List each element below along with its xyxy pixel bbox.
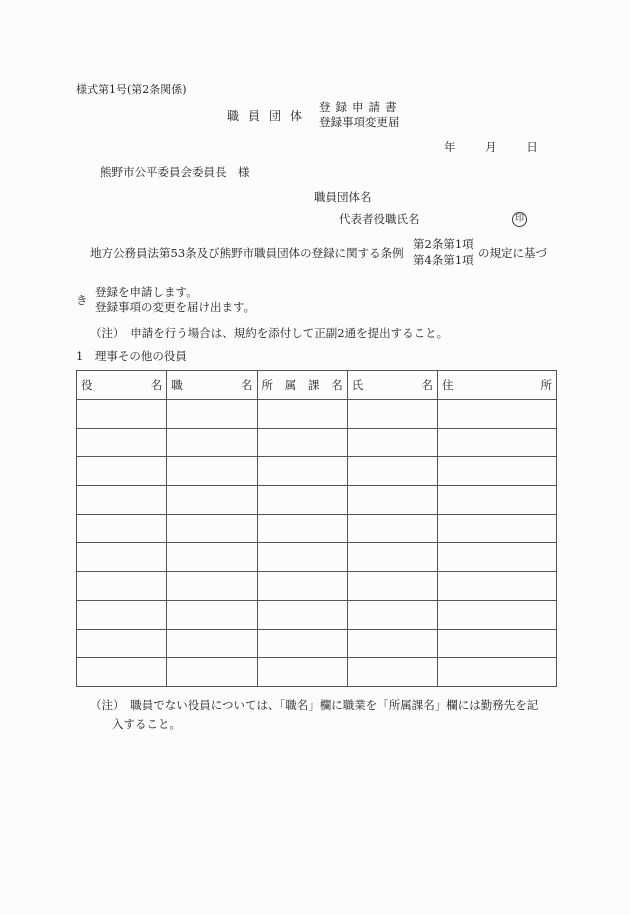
cell-department[interactable] [257,572,347,601]
cell-name[interactable] [347,486,437,515]
cell-address[interactable] [438,457,557,486]
cell-position[interactable] [167,658,257,687]
document-title-options [319,100,402,130]
cell-position[interactable] [167,600,257,629]
section-title: 1 理事その他の役員 [76,349,187,363]
note-submission: （注） 申請を行う場合は、規約を添付して正副2通を提出すること。 [90,326,449,340]
cell-position[interactable] [167,428,257,457]
cell-address[interactable] [438,572,557,601]
cell-name[interactable] [347,400,437,429]
header-department: 所属課名 [257,371,347,400]
seal-icon: 印 [512,212,527,227]
table-row [77,600,557,629]
action-options [95,285,255,315]
cell-address[interactable] [438,600,557,629]
title-option-change: 登録事項変更届 [319,115,400,129]
cell-position[interactable] [167,457,257,486]
header-role: 役名 [77,371,167,400]
form-number: 様式第1号(第2条関係) [76,83,187,96]
table-row [77,486,557,515]
cell-department[interactable] [257,428,347,457]
year-label: 年 [444,140,456,154]
cell-address[interactable] [438,486,557,515]
table-row [77,629,557,658]
cell-position[interactable] [167,572,257,601]
cell-name[interactable] [347,572,437,601]
article-option-2: 第4条第1項 [413,253,474,267]
cell-role[interactable] [77,457,167,486]
law-text-prefix: 地方公務員法第53条及び熊野市職員団体の登録に関する条例 [90,246,404,260]
cell-address[interactable] [438,658,557,687]
cell-department[interactable] [257,600,347,629]
cell-department[interactable] [257,457,347,486]
cell-position[interactable] [167,400,257,429]
cell-department[interactable] [257,486,347,515]
cell-position[interactable] [167,543,257,572]
article-option-1: 第2条第1項 [413,237,474,251]
law-text-suffix: の規定に基づ [478,246,547,260]
cell-role[interactable] [77,543,167,572]
note-non-staff-officers [90,696,560,734]
cell-department[interactable] [257,400,347,429]
officers-table [76,370,557,687]
table-row [77,514,557,543]
cell-role[interactable] [77,428,167,457]
title-option-register: 登録申請書 [319,100,402,114]
law-articles [413,236,474,268]
cell-position[interactable] [167,629,257,658]
cell-name[interactable] [347,658,437,687]
day-label: 日 [526,140,538,154]
cell-department[interactable] [257,543,347,572]
cell-role[interactable] [77,629,167,658]
cell-address[interactable] [438,543,557,572]
cell-name[interactable] [347,600,437,629]
law-text-wrap-char: き [76,293,88,307]
cell-role[interactable] [77,486,167,515]
note2-line2: 入すること。 [112,717,181,731]
cell-department[interactable] [257,514,347,543]
header-position: 職名 [167,371,257,400]
cell-role[interactable] [77,600,167,629]
table-row [77,572,557,601]
cell-name[interactable] [347,428,437,457]
table-row [77,658,557,687]
cell-role[interactable] [77,658,167,687]
table-row [77,428,557,457]
action-option-change: 登録事項の変更を届け出ます。 [95,300,256,314]
cell-address[interactable] [438,428,557,457]
cell-position[interactable] [167,514,257,543]
cell-name[interactable] [347,514,437,543]
cell-name[interactable] [347,629,437,658]
cell-position[interactable] [167,486,257,515]
cell-department[interactable] [257,629,347,658]
month-label: 月 [485,140,497,154]
header-name: 氏名 [347,371,437,400]
cell-department[interactable] [257,658,347,687]
group-name-label: 職員団体名 [314,190,372,204]
date-line [444,139,564,155]
table-row [77,543,557,572]
note2-line1: （注） 職員でない役員については、「職名」欄に職業を「所属課名」欄には勤務先を記 [90,698,539,712]
cell-address[interactable] [438,629,557,658]
cell-name[interactable] [347,543,437,572]
action-option-apply: 登録を申請します。 [95,285,198,299]
cell-role[interactable] [77,400,167,429]
cell-address[interactable] [438,400,557,429]
addressee: 熊野市公平委員会委員長 様 [100,165,250,179]
table-row [77,457,557,486]
cell-role[interactable] [77,514,167,543]
cell-role[interactable] [77,572,167,601]
cell-name[interactable] [347,457,437,486]
document-title-main: 職員団体 [227,109,312,123]
header-address: 住所 [438,371,557,400]
representative-label: 代表者役職氏名 [339,212,420,226]
table-header-row [77,371,557,400]
table-row [77,400,557,429]
cell-address[interactable] [438,514,557,543]
